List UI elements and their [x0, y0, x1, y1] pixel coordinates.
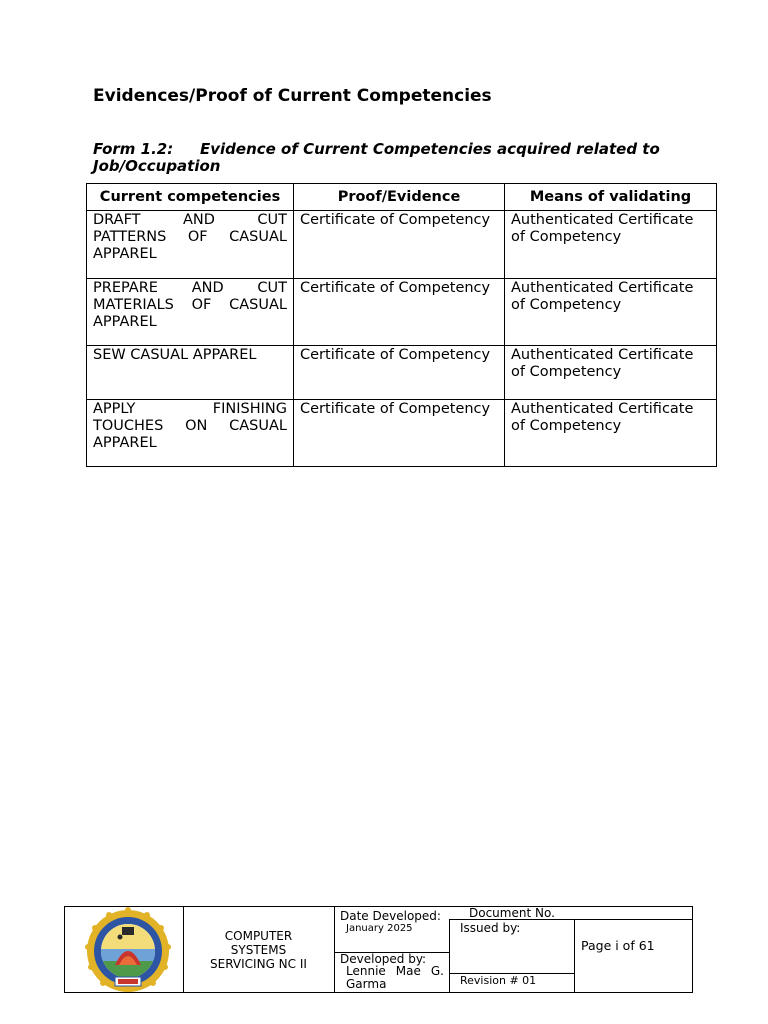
document-footer: [64, 906, 693, 993]
column-header: Current competencies: [87, 184, 294, 211]
competency-cell: DRAFT AND CUT PATTERNS OF CASUAL APPAREL: [87, 211, 294, 279]
means-cell: Authenticated Certificate of Competency: [505, 400, 717, 467]
competency-cell: PREPARE AND CUT MATERIALS OF CASUAL APPAREL: [87, 279, 294, 346]
developed-by-label: Developed by:: [340, 952, 427, 966]
qualification-line: SERVICING NC II: [210, 957, 307, 971]
means-cell: Authenticated Certificate of Competency: [505, 279, 717, 346]
page-heading: Evidences/Proof of Current Competencies: [93, 86, 492, 106]
table-row: [87, 211, 717, 279]
issued-by-label: Issued by:: [460, 921, 521, 935]
developed-by-value: Lennie Mae G. Garma: [346, 964, 444, 991]
document-no-label: Document No.: [469, 906, 555, 920]
qualification-line: SYSTEMS: [230, 943, 287, 957]
page-number: Page i of 61: [581, 938, 655, 953]
proof-cell: Certificate of Competency: [294, 211, 505, 279]
table-row: [87, 346, 717, 400]
competency-cell: APPLY FINISHING TOUCHES ON CASUAL APPAREL: [87, 400, 294, 467]
table-row: [87, 279, 717, 346]
school-seal-logo: [85, 907, 171, 993]
form-title-text: Evidence of Current Competencies acquired related to Job/Occupation: [93, 140, 660, 175]
form-number: Form 1.2:: [93, 140, 174, 158]
date-developed-value: January 2025: [346, 923, 413, 934]
proof-cell: Certificate of Competency: [294, 400, 505, 467]
proof-cell: Certificate of Competency: [294, 346, 505, 400]
column-header: Means of validating: [505, 184, 717, 211]
means-cell: Authenticated Certificate of Competency: [505, 211, 717, 279]
qualification-line: COMPUTER: [224, 929, 293, 943]
qualification-title: [183, 929, 334, 971]
means-cell: Authenticated Certificate of Competency: [505, 346, 717, 400]
form-title: [93, 141, 713, 175]
date-developed-label: Date Developed:: [340, 909, 441, 923]
table-row: [87, 400, 717, 467]
column-header: Proof/Evidence: [294, 184, 505, 211]
competencies-table: [86, 183, 717, 467]
revision-number: Revision # 01: [460, 974, 537, 987]
proof-cell: Certificate of Competency: [294, 279, 505, 346]
table-header-row: [87, 184, 717, 211]
competency-cell: SEW CASUAL APPAREL: [87, 346, 294, 400]
